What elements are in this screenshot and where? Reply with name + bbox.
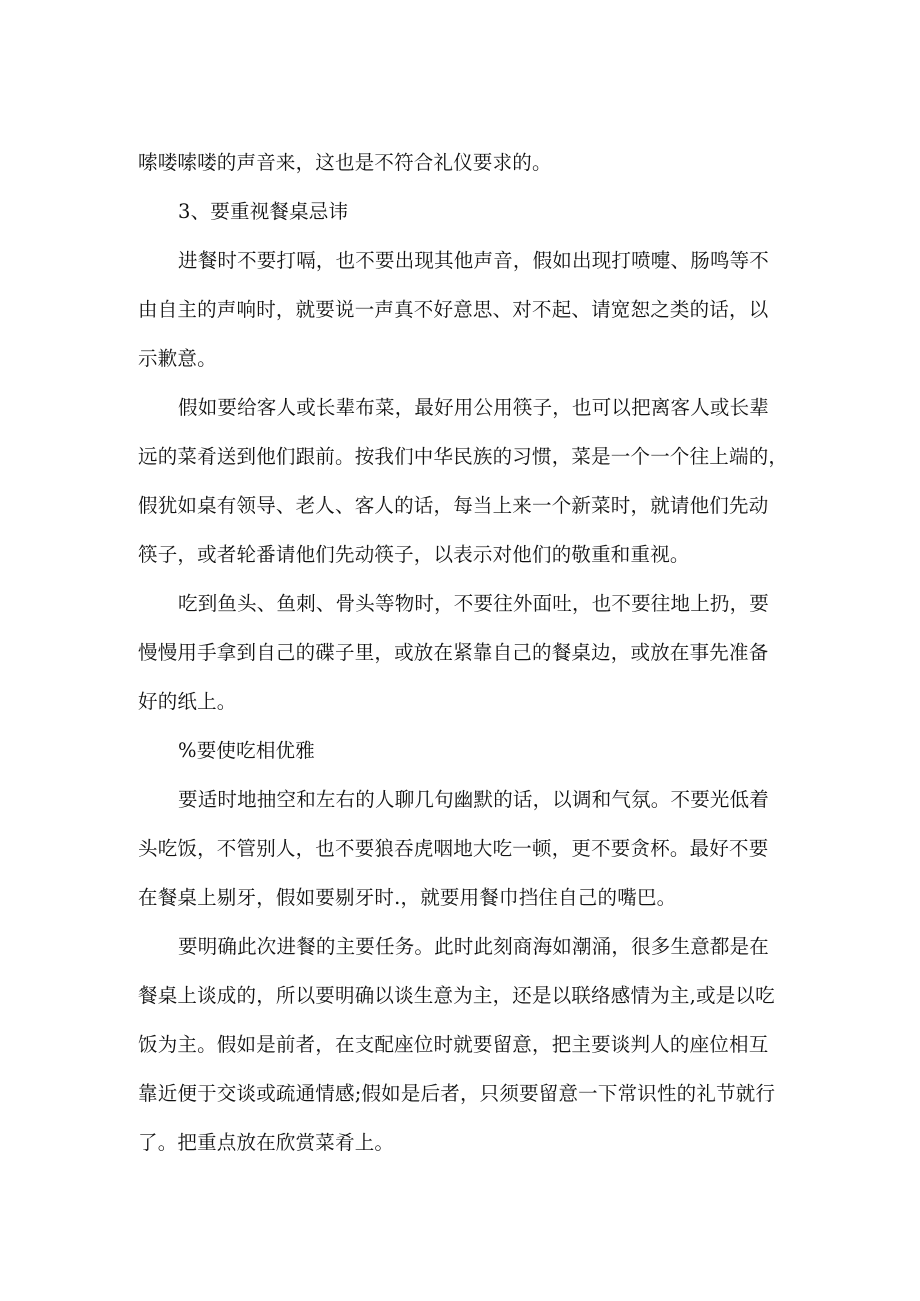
text-line: 假犹如桌有领导、老人、客人的话，每当上来一个新菜时，就请他们先动 [138,494,769,517]
text-line: 了。把重点放在欣赏菜肴上。 [138,1131,395,1154]
text-line: 远的菜肴送到他们跟前。按我们中华民族的习惯，菜是一个一个往上端的， [138,445,789,468]
text-line: 餐桌上谈成的，所以要明确以谈生意为主，还是以联络感情为主,或是以吃 [138,984,775,1007]
text-line: 嗦喽嗦喽的声音来，这也是不符合礼仪要求的。 [138,151,552,174]
text-line: 靠近便于交谈或疏通情感;假如是后者，只须要留意一下常识性的礼节就行 [138,1082,776,1105]
document-body [138,138,798,1167]
text-line: 要适时地抽空和左右的人聊几句幽默的话，以调和气氛。不要光低着 [178,788,770,811]
text-line: 示歉意。 [138,347,217,370]
section-heading: 3、要重视餐桌忌讳 [178,200,349,223]
text-line: 在餐桌上剔牙，假如要剔牙时.，就要用餐巾挡住自己的嘴巴。 [138,886,677,909]
text-line: 吃到鱼头、鱼刺、骨头等物时，不要往外面吐，也不要往地上扔，要 [178,592,770,615]
section-heading: %要使吃相优雅 [178,739,315,762]
text-line: 要明确此次进餐的主要任务。此时此刻商海如潮涌，很多生意都是在 [178,935,770,958]
text-line: 筷子，或者轮番请他们先动筷子，以表示对他们的敬重和重视。 [138,543,690,566]
text-line: 头吃饭，不管别人，也不要狼吞虎咽地大吃一顿，更不要贪杯。最好不要 [138,837,769,860]
text-line: 进餐时不要打嗝，也不要出现其他声音，假如出现打喷嚏、肠鸣等不 [178,249,770,272]
text-line: 饭为主。假如是前者，在支配座位时就要留意，把主要谈判人的座位相互 [138,1033,769,1056]
text-line: 由自主的声响时，就要说一声真不好意思、对不起、请宽恕之类的话，以 [138,298,769,321]
text-line: 好的纸上。 [138,690,237,713]
text-line: 假如要给客人或长辈布菜，最好用公用筷子，也可以把离客人或长辈 [178,396,770,419]
text-line: 慢慢用手拿到自己的碟子里，或放在紧靠自己的餐桌边，或放在事先准备 [138,641,769,664]
